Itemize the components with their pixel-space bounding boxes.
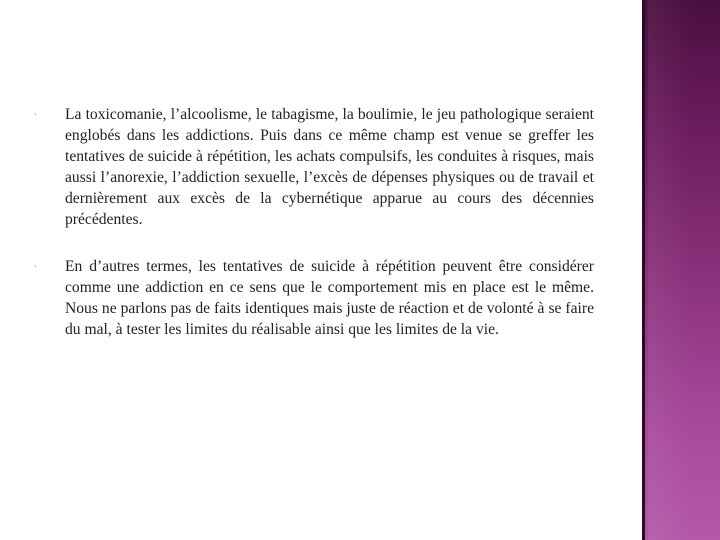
bullet-marker: · (34, 110, 37, 119)
bullet-text: La toxicomanie, l’alcoolisme, le tabagisme, la boulimie, le jeu pathologique seraient englobés dans les addictions. Puis dans ce même champ est venue se greffer les tentatives de suicide à répétition, les achats compulsifs, les conduites à risques, mais aussi l’anorexie, l’addiction sexuelle, l’excès de dépenses physiques ou de travail et dernièrement aux excès de la cybernétique apparue au cours des décennies précédentes. (65, 106, 594, 228)
decorative-side-panel (642, 0, 720, 540)
side-panel-sheen (648, 0, 720, 540)
bullet-item-2 (34, 256, 594, 340)
slide-body (34, 104, 594, 366)
side-panel-border (642, 0, 645, 540)
bullet-text: En d’autres termes, les tentatives de suicide à répétition peuvent être considérer comme une addiction en ce sens que le comportement mis en place est le même. Nous ne parlons pas de faits identiques mais juste de réaction et de volonté à se faire du mal, à tester les limites du réalisable ainsi que les limites de la vie. (65, 258, 594, 338)
bullet-marker: · (34, 262, 37, 271)
bullet-item-1 (34, 104, 594, 230)
